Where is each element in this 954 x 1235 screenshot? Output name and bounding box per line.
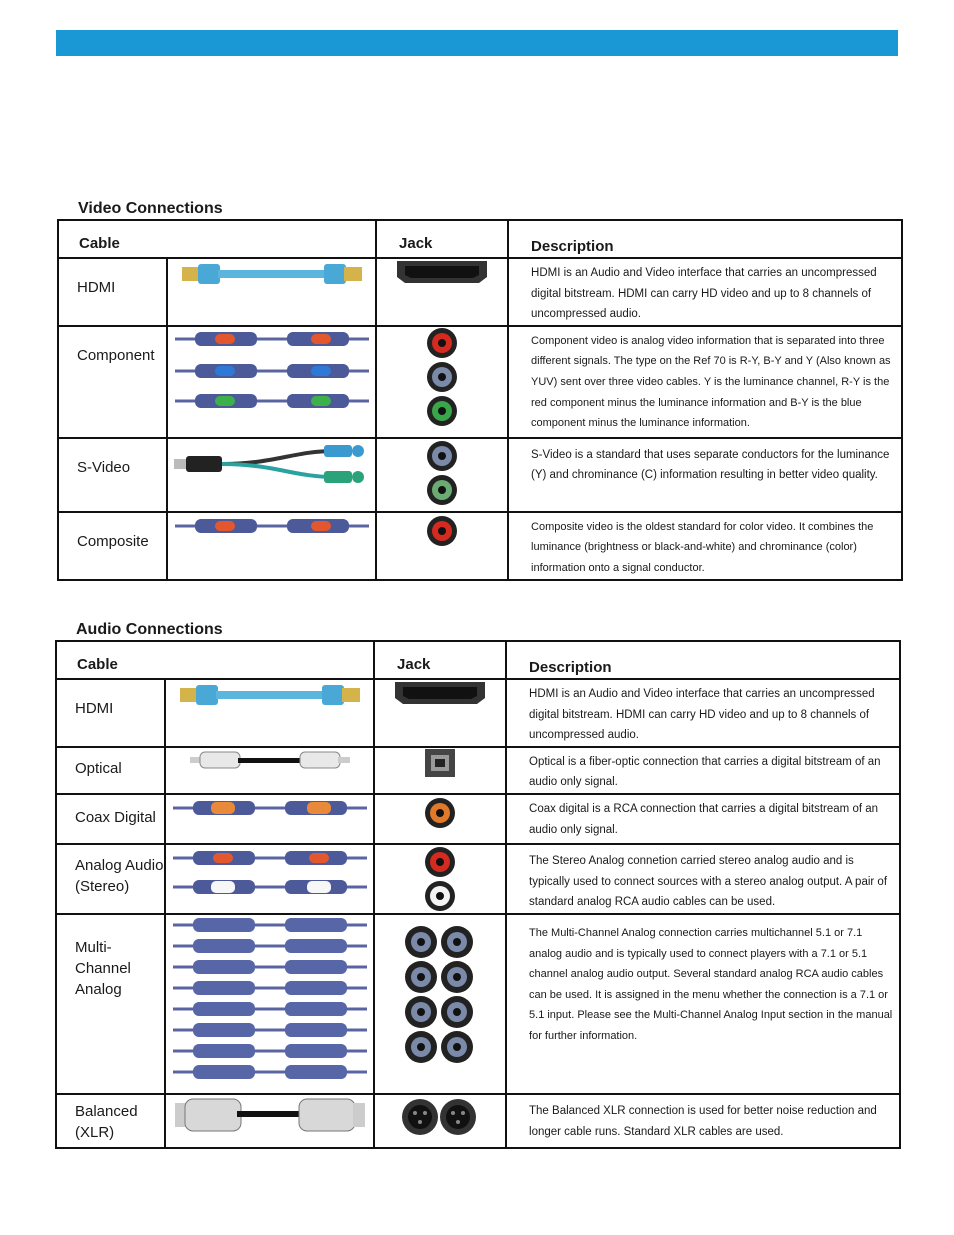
table-row [56, 914, 900, 1094]
cable-name: Composite [58, 512, 167, 580]
cable-name: Optical [56, 747, 165, 794]
table-row [56, 747, 900, 794]
cable-description: The Balanced XLR connection is used for better noise reduction and longer cable runs. Standard XLR cables are used. [506, 1094, 900, 1148]
component-cable-image [167, 326, 376, 438]
video-section-title: Video Connections [78, 200, 223, 217]
cable-name: Coax Digital [56, 794, 165, 844]
hdmi-jack-image [376, 258, 508, 326]
table-row [56, 844, 900, 914]
cable-name: Multi-Channel Analog [56, 914, 165, 1094]
jack-header: Jack [376, 220, 508, 258]
hdmi-cable-image [167, 258, 376, 326]
cable-description: S-Video is a standard that uses separate conductors for the luminance (Y) and chrominance (C) information resulting in better video quality. [508, 438, 902, 512]
table-row [56, 794, 900, 844]
analog-audio-jack-image [374, 844, 506, 914]
table-row [58, 258, 902, 326]
cable-name: HDMI [58, 258, 167, 326]
xlr-jack-image [374, 1094, 506, 1148]
table-row [58, 438, 902, 512]
video-connections-table [57, 219, 903, 581]
header-banner [56, 30, 898, 56]
table-row [58, 512, 902, 580]
coax-digital-jack-image [374, 794, 506, 844]
xlr-cable-image [165, 1094, 374, 1148]
cable-name: Analog Audio (Stereo) [56, 844, 165, 914]
cable-name: Balanced (XLR) [56, 1094, 165, 1148]
cable-header: Cable [56, 641, 374, 679]
cable-description: Composite video is the oldest standard for color video. It combines the luminance (brightness or black-and-white) and chrominance (color) information onto a signal conductor. [508, 512, 902, 580]
composite-jack-image [376, 512, 508, 580]
hdmi-jack-image [374, 679, 506, 747]
s-video-jack-image [376, 438, 508, 512]
cable-description: HDMI is an Audio and Video interface that carries an uncompressed digital bitstream. HDMI can carry HD video and up to 8 channels of uncompressed audio. [508, 258, 902, 326]
cable-header: Cable [58, 220, 376, 258]
cable-description: Coax digital is a RCA connection that carries a digital bitstream of an audio only signal. [506, 794, 900, 844]
jack-header: Jack [374, 641, 506, 679]
multi-channel-cable-image [165, 914, 374, 1094]
table-row [56, 1094, 900, 1148]
optical-cable-image [165, 747, 374, 794]
cable-description: Optical is a fiber-optic connection that carries a digital bitstream of an audio only signal. [506, 747, 900, 794]
cable-name: Component [58, 326, 167, 438]
optical-jack-image [374, 747, 506, 794]
table-row [56, 679, 900, 747]
description-header: Description [506, 641, 900, 679]
analog-audio-cable-image [165, 844, 374, 914]
description-header: Description [508, 220, 902, 258]
cable-description: Component video is analog video information that is separated into three different signals. The type on the Ref 70 is R-Y, B-Y and Y (Also known as YUV) sent over three video cables. Y is the luminance channel, R-Y is the red component minus the luminance information and B-Y is the blue component minus the luminance information. [508, 326, 902, 438]
cable-name: HDMI [56, 679, 165, 747]
cable-description: The Stereo Analog connetion carried stereo analog audio and is typically used to connect sources with a stereo analog output. A pair of standard analog RCA audio cables can be used. [506, 844, 900, 914]
coax-digital-cable-image [165, 794, 374, 844]
multi-channel-jack-image [374, 914, 506, 1094]
cable-description: The Multi-Channel Analog connection carries multichannel 5.1 or 7.1 analog audio and is typically used to connect players with a 7.1 or 5.1 channel analog audio output. Several standard analog RCA audio cables can be used. It is assigned in the menu whether the connection is a 7.1 or 5.1 input. Please see the Multi-Channel Analog Input section in the manual for further information. [506, 914, 900, 1094]
audio-section-title: Audio Connections [76, 621, 223, 638]
component-jack-image [376, 326, 508, 438]
s-video-cable-image [167, 438, 376, 512]
cable-description: HDMI is an Audio and Video interface that carries an uncompressed digital bitstream. HDMI can carry HD video and up to 8 channels of uncompressed audio. [506, 679, 900, 747]
hdmi-cable-image [165, 679, 374, 747]
cable-name: S-Video [58, 438, 167, 512]
table-row [58, 326, 902, 438]
audio-connections-table [55, 640, 901, 1149]
composite-cable-image [167, 512, 376, 580]
